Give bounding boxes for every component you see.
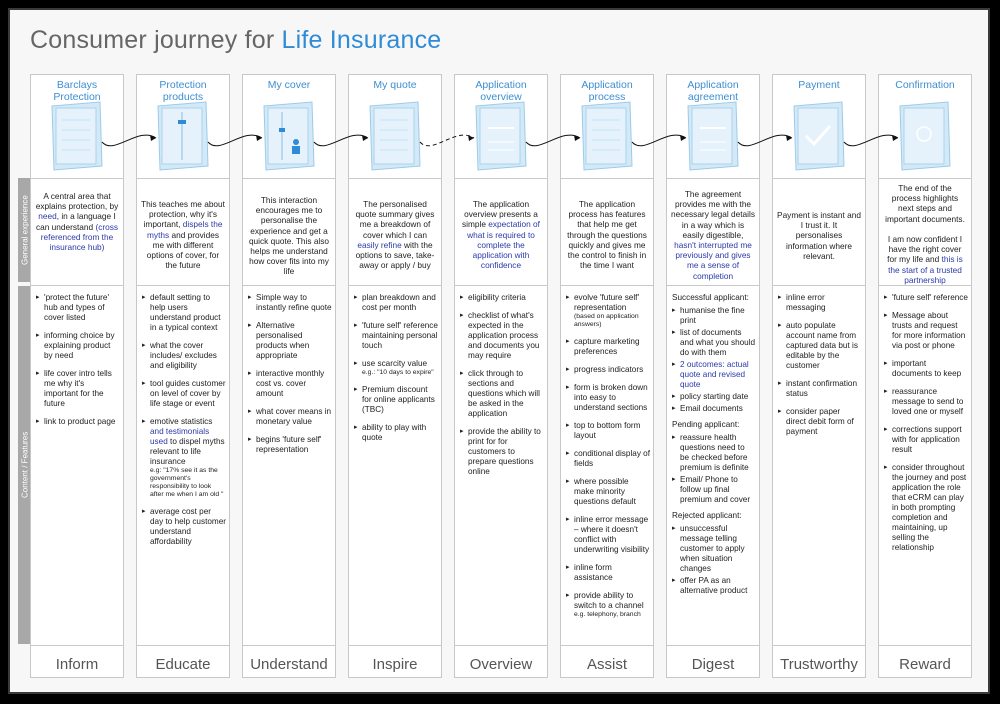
stage-title: Application overview xyxy=(475,79,527,103)
feature-text: plan breakdown and cost per month xyxy=(362,293,436,312)
feature-text: list of documents and what you should do with them xyxy=(680,328,756,357)
feature-text: corrections support with for application result xyxy=(892,425,962,454)
experience-text-segment: The application overview presents a simple xyxy=(462,199,538,230)
feature-text: 2 outcomes: actual quote and revised quote xyxy=(680,360,749,389)
title-highlight: Life Insurance xyxy=(281,26,442,54)
flow-connector-arrow xyxy=(420,135,474,146)
stage-title: Application process xyxy=(581,79,633,103)
experience-text-segment: easily refine xyxy=(357,239,402,250)
feature-text: Email documents xyxy=(680,404,743,413)
feature-example: e.g. telephony, branch xyxy=(574,611,641,618)
feature-text: 'future self' reference maintaining personal touch xyxy=(362,321,438,350)
feature-example: e.g.: "10 days to expire" xyxy=(362,369,434,376)
feature-text: informing choice by explaining product by need xyxy=(44,331,115,360)
feature-example: e.g: "17% see it as the government's responsibility to look after me when I am old " xyxy=(150,467,224,498)
screen-thumbnail-icon xyxy=(794,102,844,170)
feature-text: form is broken down into easy to understand sections xyxy=(574,383,648,412)
stage-keyword: Trustworthy xyxy=(780,656,858,673)
experience-text-segment: with the options to save, take-away or apply / buy xyxy=(355,239,435,271)
experience-text-segment: dispels the myths xyxy=(147,219,223,240)
stage-keyword: Understand xyxy=(250,656,328,673)
feature-text: what cover means in monetary value xyxy=(256,407,332,426)
applicant-group-heading: Pending applicant: xyxy=(672,420,740,429)
feature-text: Simple way to instantly refine quote xyxy=(256,293,332,312)
feature-text: policy starting date xyxy=(680,392,749,401)
feature-text: Email/ Phone to follow up final premium and cover xyxy=(680,475,751,504)
feature-text: inline form assistance xyxy=(574,563,613,582)
feature-text: offer PA as an alternative product xyxy=(680,576,748,595)
feature-text: provide the ability to print for for customers to prepare questions online xyxy=(468,427,541,476)
feature-text: what the cover includes/ excludes and eligibility xyxy=(150,341,217,370)
experience-text-segment: The application process has features that help me get through the questions quickly and gives me the control to finish in the time I want xyxy=(567,199,647,271)
stage-title: Application agreement xyxy=(687,79,739,103)
feature-text: instant confirmation status xyxy=(786,379,857,398)
stage-title: Protection products xyxy=(159,79,207,103)
feature-text: evolve 'future self' representation xyxy=(574,293,640,312)
flow-connector-arrow xyxy=(632,135,686,146)
stage-title: My cover xyxy=(267,79,311,91)
flow-connector-arrow xyxy=(526,135,580,146)
feature-text: link to product page xyxy=(44,417,116,426)
feature-text: 'future self' reference xyxy=(892,293,968,302)
feature-text: consider paper direct debit form of payment xyxy=(786,407,854,436)
feature-text: emotive statistics xyxy=(150,417,213,426)
feature-text: checklist of what's expected in the application process and documents you may require xyxy=(468,311,540,360)
feature-text: use scarcity value xyxy=(362,359,428,368)
feature-text: where possible make minority questions default xyxy=(574,477,636,506)
feature-example: (based on application answers) xyxy=(574,313,639,328)
side-label-features: Content / Features xyxy=(18,286,32,644)
feature-text: average cost per day to help customer understand affordability xyxy=(150,507,227,546)
flow-connector-arrow xyxy=(738,135,792,146)
feature-text: life cover intro tells me why it's important for the future xyxy=(44,369,112,408)
stage-keyword: Assist xyxy=(586,656,627,673)
experience-text-segment: A central area that explains protection, by xyxy=(35,191,119,212)
feature-text: consider throughout the journey and post application the role that eCRM can play in both prompting completion and maintaining, up selling the relationship xyxy=(892,463,967,552)
experience-text-segment: The end of the process highlights next steps and important documents. xyxy=(885,183,965,224)
applicant-group-heading: Rejected applicant: xyxy=(672,511,742,520)
experience-text-segment: This teaches me about protection, why it's important, xyxy=(141,199,225,230)
feature-text-cont: to dispel myths relevant to life insurance xyxy=(150,437,225,466)
feature-text: auto populate account name from captured data but is editable by the customer xyxy=(786,321,858,370)
stage-keyword: Inform xyxy=(55,656,99,673)
stage-keyword: Overview xyxy=(469,656,533,673)
feature-text: Alternative personalised products when appropriate xyxy=(256,321,310,360)
screen-thumbnail-icon xyxy=(52,102,102,170)
feature-text: capture marketing preferences xyxy=(574,337,640,356)
experience-text-segment: The agreement provides me with the necessary legal details in a way which is easily digestible, xyxy=(671,189,755,240)
title-prefix: Consumer journey for xyxy=(30,26,282,54)
experience-text-segment: I am now confident I have the right cover for my life and xyxy=(887,234,963,265)
flow-connector-arrow xyxy=(844,135,898,146)
stage-keyword: Educate xyxy=(155,656,211,673)
stage-title: Barclays Protection xyxy=(53,79,101,103)
screen-thumbnail-icon xyxy=(476,102,526,170)
stage-keyword: Digest xyxy=(691,656,735,673)
experience-text-segment: Payment is instant and I trust it. It personalises information where relevant. xyxy=(777,210,861,261)
screen-thumbnail-icon xyxy=(264,102,314,170)
feature-text: humanise the fine print xyxy=(680,306,745,325)
journey-map-frame xyxy=(8,8,990,694)
feature-text: begins 'future self' representation xyxy=(256,435,322,454)
screen-thumbnail-icon xyxy=(582,102,632,170)
feature-text: unsuccessful message telling customer to apply when situation changes xyxy=(680,524,745,573)
feature-text: eligibility criteria xyxy=(468,293,526,302)
feature-text: top to bottom form layout xyxy=(574,421,641,440)
feature-text: inline error message – where it doesn't conflict with underwriting visibility xyxy=(574,515,650,554)
flow-connector-arrow xyxy=(102,135,156,146)
journey-flow-connectors xyxy=(10,10,992,696)
screen-thumbnail-icon xyxy=(688,102,738,170)
feature-text: Message about trusts and request for more information via post or phone xyxy=(892,311,966,350)
stage-title: My quote xyxy=(373,79,417,91)
feature-text: interactive monthly cost vs. cover amount xyxy=(256,369,325,398)
feature-text: provide ability to switch to a channel xyxy=(574,591,644,610)
feature-text: reassure health questions need to be checked before premium is definite xyxy=(680,433,749,472)
experience-text-segment: , in a language I can understand xyxy=(35,211,116,232)
stage-keyword: Reward xyxy=(899,656,951,673)
feature-text: click through to sections and questions which will be asked in the application xyxy=(468,369,540,418)
feature-text: ability to play with quote xyxy=(362,423,427,442)
experience-text-segment: expectation of what is required to complete the application with confidence xyxy=(467,219,540,271)
screen-thumbnail-icon xyxy=(900,102,950,170)
feature-text-highlight: and testimonials used xyxy=(150,427,210,446)
feature-text: important documents to keep xyxy=(892,359,962,378)
experience-text-segment: need xyxy=(38,211,57,222)
experience-text-segment: This interaction encourages me to personalise the experience and get a quick quote. This also helps me understand how cover fits into my life xyxy=(248,195,330,277)
stage-keyword: Inspire xyxy=(372,656,418,673)
experience-text-segment: The personalised quote summary gives me a breakdown of cover which I can xyxy=(355,199,435,240)
feature-text: progress indicators xyxy=(574,365,644,374)
feature-text: inline error messaging xyxy=(786,293,826,312)
flow-connector-arrow xyxy=(208,135,262,146)
stage-title: Payment xyxy=(798,79,840,91)
feature-text: 'protect the future' hub and types of cover listed xyxy=(44,293,110,322)
screen-thumbnail-icon xyxy=(158,102,208,170)
feature-text: tool guides customer on level of cover by life stage or event xyxy=(150,379,226,408)
experience-text-segment: (cross referenced from the insurance hub) xyxy=(40,221,119,253)
experience-text-segment: this is the start of a trusted partnership xyxy=(888,254,963,285)
feature-text: reassurance message to send to loved one or myself xyxy=(892,387,964,416)
applicant-group-heading: Successful applicant: xyxy=(672,293,749,302)
arrowhead xyxy=(468,135,474,141)
flow-connector-arrow xyxy=(314,135,368,146)
stage-title: Confirmation xyxy=(895,79,955,91)
side-label-experience: General experience xyxy=(18,178,32,282)
screen-thumbnail-icon xyxy=(370,102,420,170)
feature-text: default setting to help users understand product in a typical context xyxy=(150,293,221,332)
experience-text-segment: hasn't interrupted me previously and gives me a sense of completion xyxy=(674,240,752,281)
feature-text: conditional display of fields xyxy=(574,449,651,468)
experience-text-segment: and provides me with different options of cover, for the future xyxy=(146,229,220,271)
feature-text: Premium discount for online applicants (TBC) xyxy=(362,385,435,414)
